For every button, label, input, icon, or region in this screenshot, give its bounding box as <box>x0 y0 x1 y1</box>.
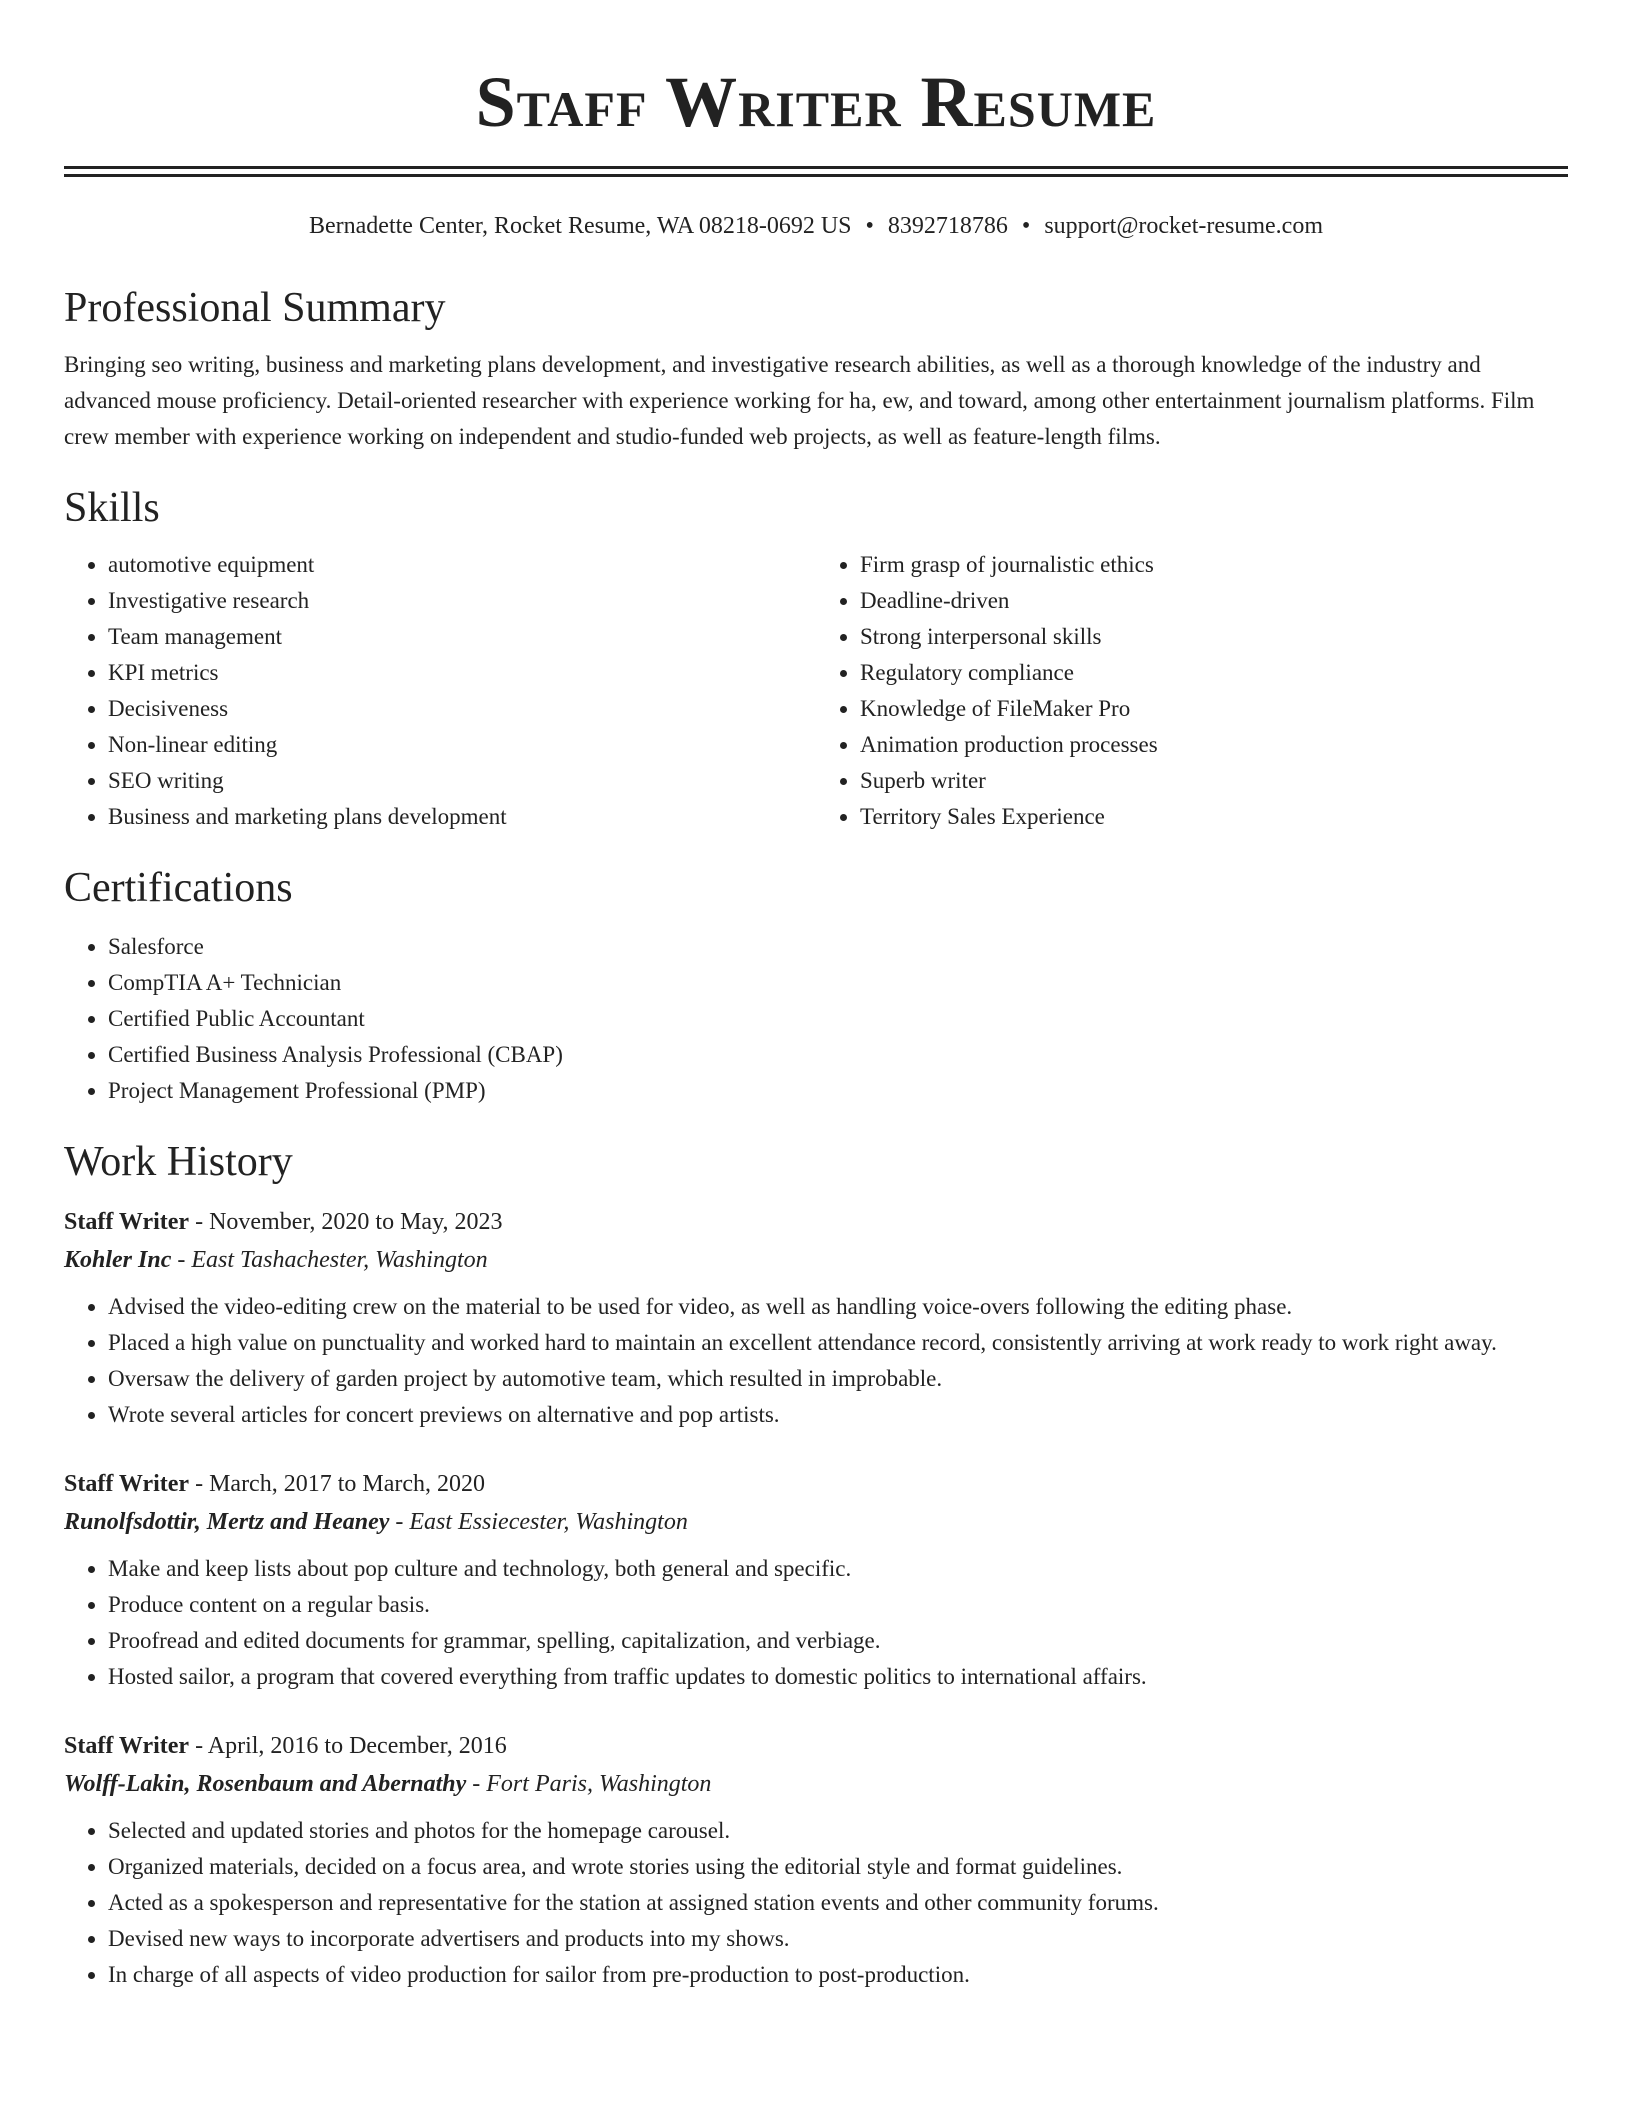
certification-item: • Certified Public Accountant <box>108 1001 1568 1037</box>
skill-item: • KPI metrics <box>108 655 816 691</box>
skills-list-left <box>64 547 816 835</box>
job-bullet: • Placed a high value on punctuality and worked hard to maintain an excellent attendance record, consistently arriving at work ready to work right away. <box>108 1325 1568 1361</box>
job-bullet: • Make and keep lists about pop culture and technology, both general and specific. <box>108 1551 1568 1587</box>
company-name: Runolfsdottir, Mertz and Heaney <box>64 1509 390 1535</box>
company-name: Wolff-Lakin, Rosenbaum and Abernathy <box>64 1771 467 1797</box>
resume-title: Staff Writer Resume <box>475 62 1157 142</box>
job-bullet: • Selected and updated stories and photos for the homepage carousel. <box>108 1813 1568 1849</box>
company-location: - Fort Paris, Washington <box>466 1771 712 1797</box>
job-bullets <box>64 1551 1568 1695</box>
certification-item: • CompTIA A+ Technician <box>108 965 1568 1001</box>
title-divider <box>64 166 1568 177</box>
job-title: Staff Writer <box>64 1209 190 1235</box>
job-dates: - April, 2016 to December, 2016 <box>189 1733 507 1759</box>
company-name: Kohler Inc <box>64 1247 172 1273</box>
certifications-heading: Certifications <box>64 865 293 911</box>
job-dates: - November, 2020 to May, 2023 <box>189 1209 503 1235</box>
certifications-list <box>64 929 1568 1109</box>
skill-item: • Non-linear editing <box>108 727 816 763</box>
company-line <box>64 1241 1568 1279</box>
skill-item: • Deadline-driven <box>860 583 1568 619</box>
job-bullet: • Produce content on a regular basis. <box>108 1587 1568 1623</box>
job-bullet: • Wrote several articles for concert previews on alternative and pop artists. <box>108 1397 1568 1433</box>
skill-item: • Territory Sales Experience <box>860 799 1568 835</box>
job-entry <box>64 1203 1568 1433</box>
contact-line <box>64 211 1568 241</box>
skill-item: • SEO writing <box>108 763 816 799</box>
job-title: Staff Writer <box>64 1471 190 1497</box>
contact-separator: • <box>1021 213 1031 239</box>
job-title-line <box>64 1727 1568 1765</box>
company-line <box>64 1765 1568 1803</box>
job-title-line <box>64 1203 1568 1241</box>
contact-email: support@rocket-resume.com <box>1044 213 1323 239</box>
job-bullet: • Hosted sailor, a program that covered everything from traffic updates to domestic politics to international affairs. <box>108 1659 1568 1695</box>
skill-item: • Animation production processes <box>860 727 1568 763</box>
job-bullet: • Advised the video-editing crew on the material to be used for video, as well as handling voice-overs following the editing phase. <box>108 1289 1568 1325</box>
skills-list-right <box>816 547 1568 835</box>
job-bullet: • In charge of all aspects of video production for sailor from pre-production to post-production. <box>108 1957 1568 1993</box>
skill-item: • Team management <box>108 619 816 655</box>
summary-heading: Professional Summary <box>64 285 446 331</box>
job-bullets <box>64 1813 1568 1993</box>
skills-heading: Skills <box>64 485 160 531</box>
skill-item: • Firm grasp of journalistic ethics <box>860 547 1568 583</box>
certification-item: • Salesforce <box>108 929 1568 965</box>
job-entry <box>64 1727 1568 1993</box>
job-title: Staff Writer <box>64 1733 190 1759</box>
job-bullet: • Oversaw the delivery of garden project by automotive team, which resulted in improbable. <box>108 1361 1568 1397</box>
summary-text: Bringing seo writing, business and marketing plans development, and investigative research abilities, as well as a thorough knowledge of the industry and advanced mouse proficiency. Detail-oriented researcher with experience working for ha, ew, and toward, among other entertainment journalism platforms. Film crew member with experience working on independent and studio-funded web projects, as well as feature-length films. <box>64 352 1535 449</box>
company-line <box>64 1503 1568 1541</box>
skill-item: • Decisiveness <box>108 691 816 727</box>
skills-columns <box>64 547 1568 835</box>
contact-separator: • <box>865 213 874 239</box>
contact-phone: 8392718786 <box>887 213 1008 239</box>
job-bullets <box>64 1289 1568 1433</box>
skill-item: • Investigative research <box>108 583 816 619</box>
skill-item: • automotive equipment <box>108 547 816 583</box>
company-location: - East Essiecester, Washington <box>389 1509 688 1535</box>
job-dates: - March, 2017 to March, 2020 <box>189 1471 486 1497</box>
job-bullet: • Proofread and edited documents for grammar, spelling, capitalization, and verbiage. <box>108 1623 1568 1659</box>
skill-item: • Knowledge of FileMaker Pro <box>860 691 1568 727</box>
job-bullet: • Organized materials, decided on a focus area, and wrote stories using the editorial style and format guidelines. <box>108 1849 1568 1885</box>
skill-item: • Regulatory compliance <box>860 655 1568 691</box>
job-bullet: • Devised new ways to incorporate advertisers and products into my shows. <box>108 1921 1568 1957</box>
job-title-line <box>64 1465 1568 1503</box>
skill-item: • Business and marketing plans development <box>108 799 816 835</box>
company-location: - East Tashachester, Washington <box>171 1247 488 1273</box>
job-bullet: • Acted as a spokesperson and representative for the station at assigned station events and other community forums. <box>108 1885 1568 1921</box>
skill-item: • Superb writer <box>860 763 1568 799</box>
work-history-heading: Work History <box>64 1139 293 1185</box>
skill-item: • Strong interpersonal skills <box>860 619 1568 655</box>
contact-address: Bernadette Center, Rocket Resume, WA 08218-0692 US <box>309 213 852 239</box>
job-entry <box>64 1465 1568 1695</box>
certification-item: • Certified Business Analysis Professional (CBAP) <box>108 1037 1568 1073</box>
certification-item: • Project Management Professional (PMP) <box>108 1073 1568 1109</box>
